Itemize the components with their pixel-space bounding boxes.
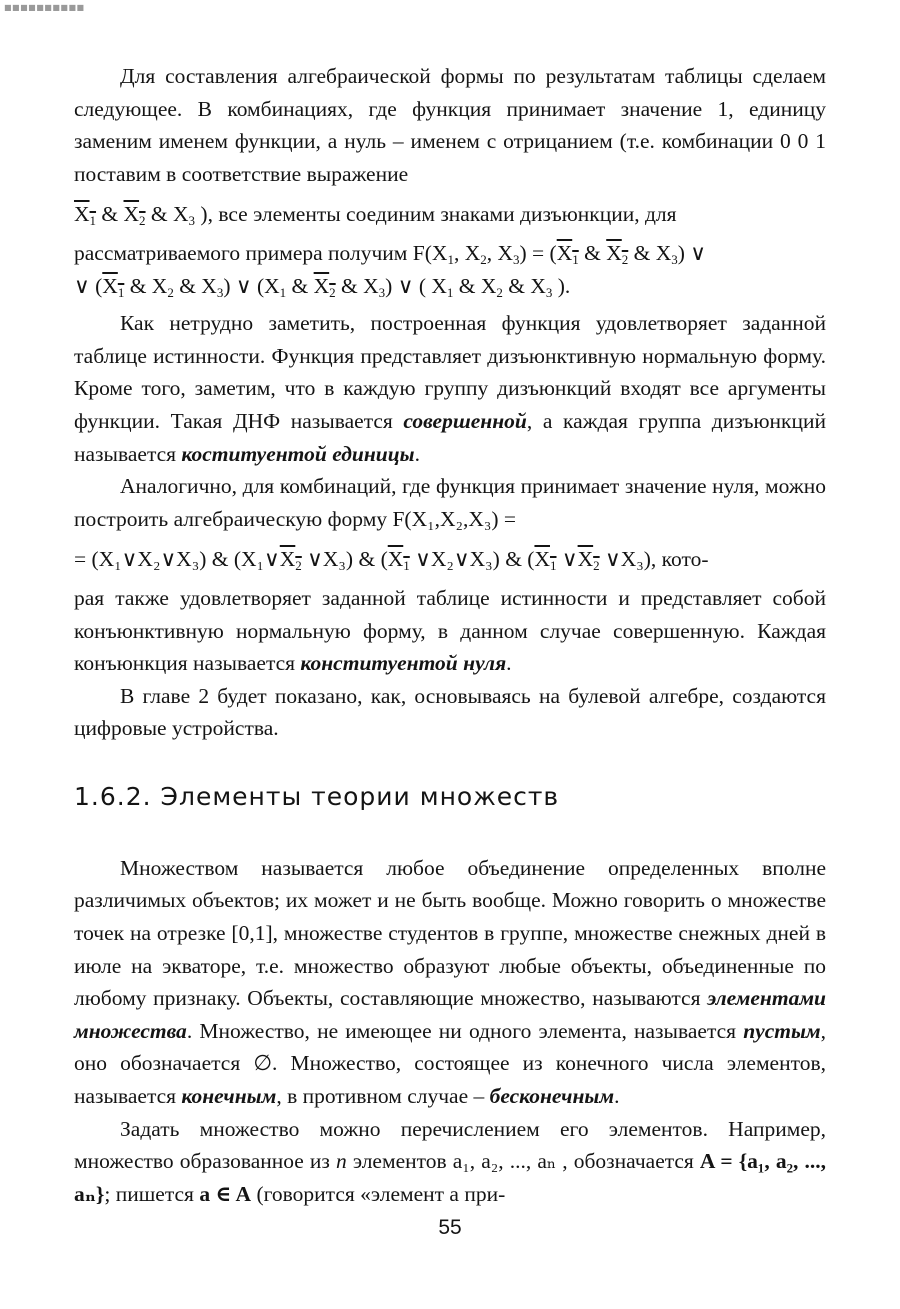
formula-line-3: ∨ ($X_1$ & $X_2$ & $X_3$) ∨ ($X_1$ & $X_2$ & $X_3$) ∨ ( $X_1$ & $X_2$ & $X_3$ ). (74, 273, 571, 300)
negated-x1: $X_1$ (102, 273, 125, 300)
term-konstituenta-nulya: конституентой нуля (300, 651, 507, 676)
term-sovershennoy: совершенной (403, 408, 527, 433)
negated-x1: $X_1$ (387, 547, 410, 574)
negated-x1: $X_1$ (556, 240, 579, 267)
term-elementy: элементами множества (74, 986, 826, 1043)
negated-x2: $X_2$ (123, 202, 146, 229)
negated-x2: $X_2$ (313, 273, 336, 300)
formula-line-2: рассматриваемого примера получим $F(X_1$, $X_2$, $X_3) = (X_1$ & $X_2$ & $X_3$) ∨ (74, 240, 707, 267)
negated-x1: $X_1$ (534, 547, 557, 574)
paragraph-2: Как нетрудно заметить, построенная функция удовлетворяет заданной таблице истинности. Функция представляет дизъюнктивную нормальную форму. Кроме того, заметим, что в каждую группу дизъюнкций входят все аргументы функции. Такая ДНФ называется совершенной, а каждая группа дизъюнкций называется коституентой единицы. (74, 311, 826, 466)
negated-x2: $X_2$ (577, 547, 600, 574)
page-number: 55 (438, 1216, 462, 1239)
section-body (74, 852, 826, 1211)
negated-x2: $X_2$ (279, 547, 302, 574)
term-pustym: пустым (743, 1018, 821, 1043)
negated-x2: $X_2$ (606, 240, 629, 267)
paragraph-5: Множеством называется любое объединение определенных вполне различимых объектов; их может и не быть вообще. Можно говорить о множестве точек на отрезке [0,1], множестве студентов в группе, множестве снежных дней в июле на экваторе, т.е. множество образуют любые объекты, объединенные по любому признаку. Объекты, составляющие множество, называются элементами множества. Множество, не имеющее ни одного элемента, называется пустым, оно обозначается ∅. Множество, состоящее из конечного числа элементов, называется конечным, в противном случае – бесконечным. (74, 855, 826, 1109)
paragraph-3: Аналогично, для комбинаций, где функция принимает значение нуля, можно построить алгебраическую форму F(X₁,X₂,X₃) = (74, 474, 826, 531)
formula-line-1: $X_1$ & $X_2$ & $X_3$ ), все элементы соединим знаками дизъюнкции, для (74, 202, 677, 229)
paragraph-6: Задать множество можно перечислением его элементов. Например, множество образованное из n элементов a₁, a₂, ..., aₙ , обозначается A = {a₁, a₂, ..., aₙ}; пишется a ∈ A (говорится «элемент a при- (74, 1116, 826, 1206)
membership-notation: a ∈ A (199, 1181, 252, 1206)
term-beskonechnym: бесконечным (489, 1084, 615, 1109)
var-n: n (336, 1149, 347, 1174)
watermark: ■■■■■■■■■■ (4, 3, 85, 12)
paragraph-3-continued: рая также удовлетворяет заданной таблице истинности и представляет собой конъюнктивную нормальную форму, в данном случае совершенную. Каждая конъюнкция называется конституентой нуля. (74, 585, 826, 676)
formula-cnf: = (X₁∨X₂∨X₃) & ($X_1\vee X_2$ ∨X₃) & ($X_1$ ∨X₂∨X₃) & ($X_1$ $\vee X_2$ ∨X₃), кото- (74, 547, 709, 574)
section-heading: 1.6.2. Элементы теории множеств (74, 781, 560, 811)
negated-x1: $X_1$ (74, 202, 97, 229)
term-konechnym: конечным (181, 1084, 277, 1109)
set-notation: A = {a₁, a₂, ..., aₙ} (74, 1149, 826, 1206)
term-konstituenta-edinitsy: коституентой единицы (181, 441, 415, 466)
paragraph-4: В главе 2 будет показано, как, основываясь на булевой алгебре, создаются цифровые устройства. (74, 683, 826, 741)
paragraph-1: Для составления алгебраической формы по результатам таблицы сделаем следующее. В комбинациях, где функция принимает значение 1, единицу заменим именем функции, а нуль – именем с отрицанием (т.е. комбинации 0 0 1 поставим в соответствие выражение (74, 64, 826, 186)
page-content (74, 60, 826, 1210)
